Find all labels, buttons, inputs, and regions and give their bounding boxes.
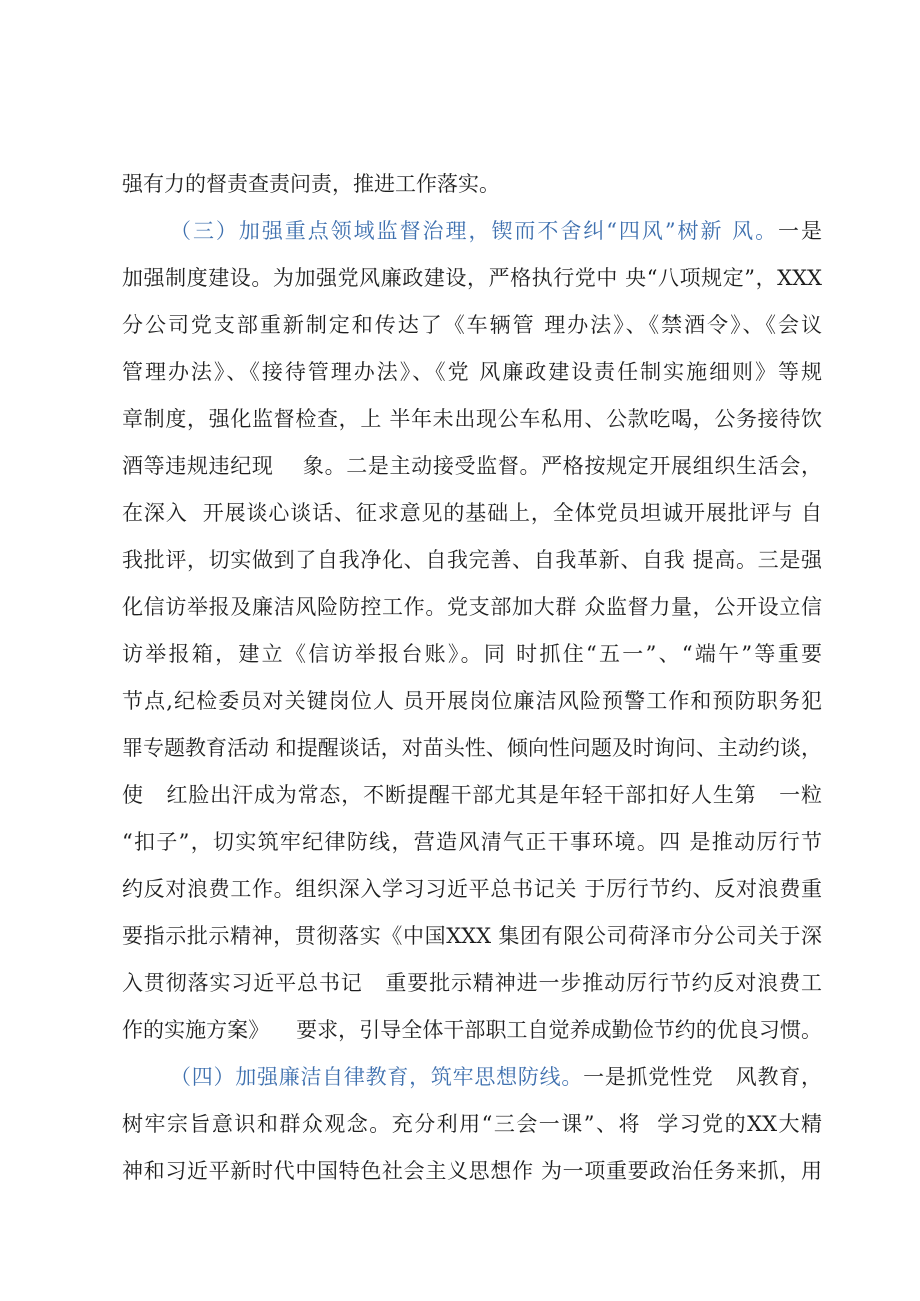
section-heading-line [170,1057,822,1097]
text-line: 管理办法》、《接待管理办法》、《党 风廉政建设责任制实施细则》等规 [122,360,822,384]
text-line: “扣子”，切实筑牢纪律防线，营造风清气正干事环境。四 是推动厉行节 [122,830,822,854]
text-line: 罪专题教育活动 和提醒谈话，对苗头性、倾向性问题及时询问、主动约谈， [122,736,822,760]
text-line: 酒等违规违纪现 象。二是主动接受监督。严格按规定开展组织生活会， [122,454,822,478]
text-line: 树牢宗旨意识和群众观念。充分利用“三会一课”、将 学习党的XX大精 [122,1112,822,1136]
text-line: 在深入 开展谈心谈话、征求意见的基础上，全体党员坦诚开展批评与 自 [122,501,822,525]
text-line: 我批评，切实做到了自我净化、自我完善、自我革新、自我 提高。三是强 [122,548,822,572]
section-heading: （三）加强重点领域监督治理，锲而不舍纠“四风”树新 风。 [170,219,779,243]
text-line: 入贯彻落实习近平总书记 重要批示精神进一步推动厉行节约反对浪费工 [122,971,822,995]
text-line: 要指示批示精神，贯彻落实《中国XXX 集团有限公司荷泽市分公司关于深 [122,924,822,948]
text-line: 章制度，强化监督检查，上 半年未出现公车私用、公款吃喝，公务接待饮 [122,407,822,431]
text-line: 分公司党支部重新制定和传达了《车辆管 理办法》、《禁酒令》、《会议 [122,313,822,337]
section-heading: （四）加强廉洁自律教育，筑牢思想防线。 [170,1065,584,1089]
text-span: 一是 [778,219,822,243]
text-line: 节点,纪检委员对关键岗位人 员开展岗位廉洁风险预警工作和预防职务犯 [122,689,822,713]
text-line: 化信访举报及廉洁风险防控工作。党支部加大群 众监督力量，公开设立信 [122,595,822,619]
text-line: 约反对浪费工作。组织深入学习习近平总书记关 于厉行节约、反对浪费重 [122,877,822,901]
text-line: 使 红脸出汗成为常态，不断提醒干部尤其是年轻干部扣好人生第 一粒 [122,783,822,807]
text-line: 强有力的督责查责问责，推进工作落实。 [122,172,500,196]
text-span: 一是抓党性党 风教育， [583,1065,822,1089]
text-line: 加强制度建设。为加强党风廉政建设，严格执行党中 央“八项规定”，XXX [122,266,822,290]
section-heading-line [170,211,822,251]
text-line: 作的实施方案》 要求，引导全体干部职工自觉养成勤俭节约的优良习惯。 [122,1018,822,1042]
text-line: 神和习近平新时代中国特色社会主义思想作 为一项重要政治任务来抓，用 [122,1159,822,1183]
text-line: 访举报箱，建立《信访举报台账》。同 时抓住“五一”、“端午”等重要 [122,642,822,666]
